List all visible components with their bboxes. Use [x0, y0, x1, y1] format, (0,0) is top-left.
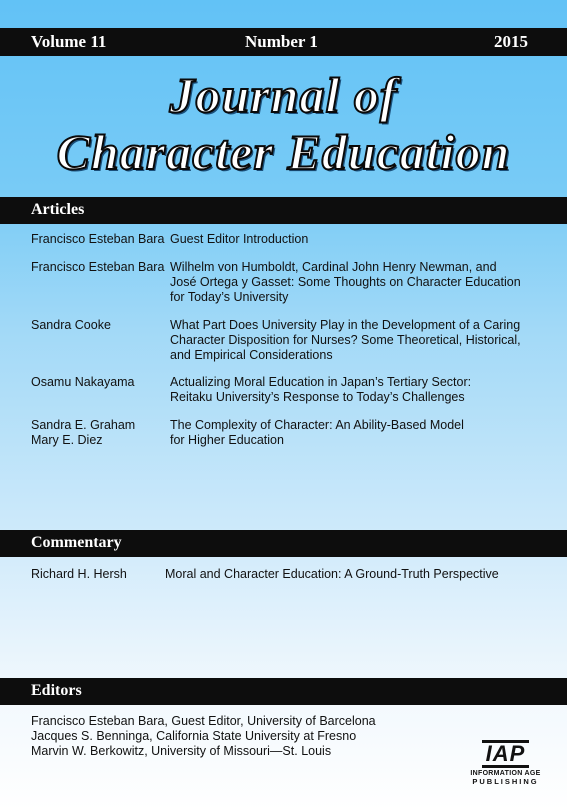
article-title[interactable]: Actualizing Moral Education in Japan’s Tertiary Sector: Reitaku University’s Response to Today’s Challenges: [170, 375, 472, 404]
journal-title-line2: Character Education: [56, 124, 511, 180]
number-label: Number 1: [245, 32, 318, 51]
publisher-name-line2: PUBLISHING: [472, 777, 539, 786]
iap-logo-mark: IAP: [482, 740, 530, 768]
editor-entry: Jacques S. Benninga, California State University at Fresno: [31, 729, 357, 743]
articles-heading: Articles: [31, 201, 85, 218]
article-author: Francisco Esteban Bara: [31, 232, 165, 246]
article-author: Sandra E. Graham Mary E. Diez: [31, 418, 136, 447]
editor-entry: Francisco Esteban Bara, Guest Editor, University of Barcelona: [31, 714, 376, 728]
article-title[interactable]: Guest Editor Introduction: [170, 232, 309, 246]
articles-section-bar: [0, 197, 567, 224]
editors-section-bar: [0, 678, 567, 705]
publisher-logo: [468, 740, 543, 786]
commentary-author: Richard H. Hersh: [31, 567, 127, 581]
article-title[interactable]: The Complexity of Character: An Ability-Based Model for Higher Education: [170, 418, 464, 447]
journal-title-line1: Journal of: [169, 67, 398, 123]
article-author: Francisco Esteban Bara: [31, 260, 165, 274]
editors-heading: Editors: [31, 682, 82, 699]
commentary-section-bar: [0, 530, 567, 557]
publisher-name-line1: INFORMATION AGE: [470, 770, 541, 777]
issue-bar: [0, 28, 567, 56]
editor-entry: Marvin W. Berkowitz, University of Missouri—St. Louis: [31, 744, 332, 758]
commentary-heading: Commentary: [31, 534, 122, 551]
article-author: Osamu Nakayama: [31, 375, 135, 389]
commentary-title[interactable]: Moral and Character Education: A Ground-Truth Perspective: [165, 567, 499, 581]
volume-label: Volume 11: [31, 32, 107, 51]
year-label: 2015: [494, 32, 528, 51]
article-author: Sandra Cooke: [31, 318, 111, 332]
article-title[interactable]: What Part Does University Play in the Development of a Caring Character Disposition for Nurses? Some Theoretical, Historical, and Empirical Considerations: [170, 318, 521, 362]
article-title[interactable]: Wilhelm von Humboldt, Cardinal John Henry Newman, and José Ortega y Gasset: Some Thoughts on Character Education for Today’s University: [170, 260, 521, 304]
